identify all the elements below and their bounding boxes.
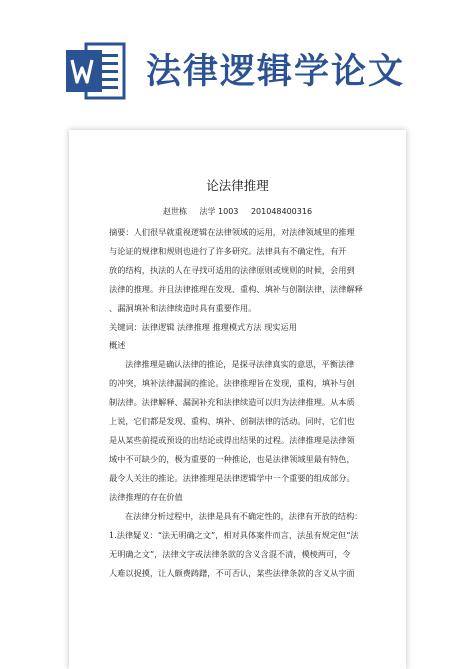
body-line: 法律推理是确认法律的推论，是探寻法律真实的意思，平衡法律 [125, 359, 355, 369]
body-line: 域中不可缺少的，极为重要的一种推论，也是法律领域里最有特色， [109, 454, 355, 464]
abstract-line: 摘要：人们很早就重视逻辑在法律领域的运用，对法律领域里的推理 [109, 227, 355, 237]
keywords-line: 关键词：法律逻辑 法律推理 推理模式方法 现实运用 [109, 322, 297, 332]
body-line: 人难以捉摸，让人颇费踌躇，不可否认，某些法律条款的含义从字面 [109, 568, 355, 578]
body-line: 是从某些前提或预设的出结论或得出结果的过程。法律推理是法律领 [109, 435, 355, 445]
banner [0, 0, 474, 125]
body-line: 最令人关注的推论。法律推理是法律逻辑学中一个重要的组成部分。 [109, 473, 355, 483]
body-line: 上说，它们都是发现、重构、填补、创制法律的活动。同时，它们也 [109, 416, 355, 426]
body-line: 无明确之文”，法律文字或法律条款的含义含混不清，模棱两可，令 [109, 549, 351, 559]
body-line: 1.法律疑义：“法无明确之文”，相对具体案件而言，法虽有规定但“法 [109, 530, 359, 540]
body-line: 在法律分析过程中，法律是具有不确定性的，法律有开放的结构： [125, 511, 363, 521]
author-name: 赵世栋 [162, 207, 187, 216]
banner-title: 法律逻辑学论文 [146, 52, 406, 92]
author-line [69, 206, 406, 217]
document-page [69, 130, 406, 669]
abstract-line: 与论证的规律和规则也进行了许多研究。法律具有不确定性，有开 [109, 246, 347, 256]
abstract-line: 放的结构，执法的人在寻找可适用的法律原则或规则的时候，会用到 [109, 265, 355, 275]
body-line: 制法律。法律解释、漏洞补充和法律续造可以归为法律推理。从本质 [109, 397, 355, 407]
author-student-id: 201048400316 [250, 207, 313, 216]
section-heading: 概述 [109, 340, 126, 350]
section-heading: 法律推理的存在价值 [109, 492, 183, 502]
body-line: 的冲突，填补法律漏洞的推论。法律推理旨在发现，重构，填补与创 [109, 378, 355, 388]
document-title: 论法律推理 [206, 178, 269, 193]
abstract-line: 法律的推理。并且法律推理在发现、重构、填补与创制法律，法律解释 [109, 284, 363, 294]
word-icon [64, 40, 128, 102]
author-major: 法学 1003 [199, 207, 239, 216]
abstract-line: 、漏洞填补和法律续造时具有重要作用。 [109, 303, 257, 313]
